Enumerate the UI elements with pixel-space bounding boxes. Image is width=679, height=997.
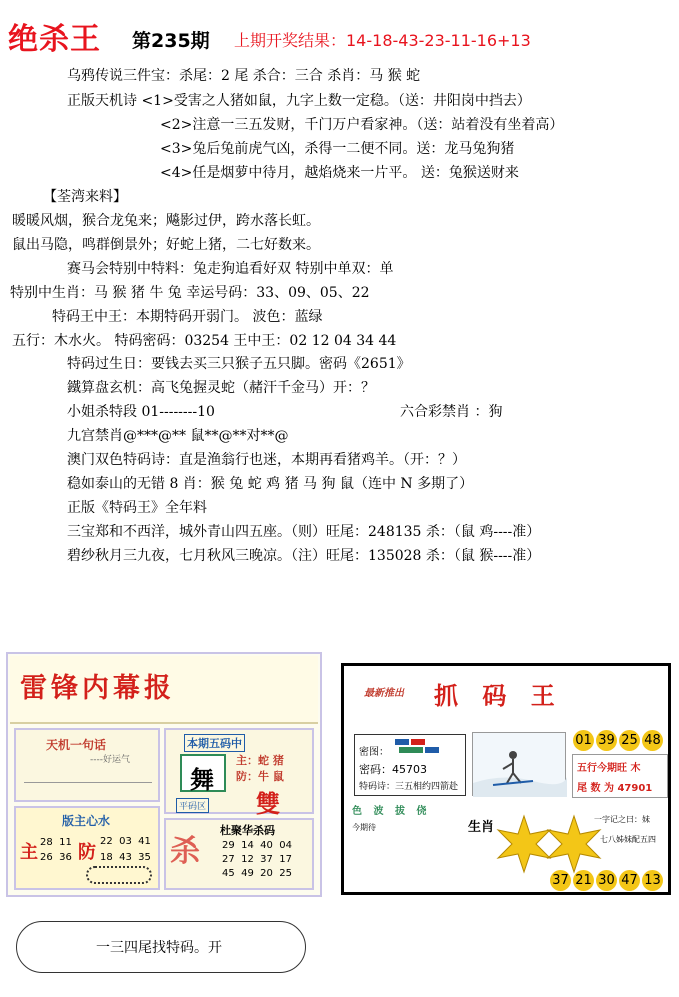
mima-graphic: [395, 739, 441, 759]
weishu-text: 尾 数 为 47901: [577, 783, 653, 794]
line-16: 六合彩禁肖 ：狗: [400, 404, 503, 420]
wuxing-text: 五行今期旺 木: [577, 763, 641, 774]
seba-text: 七八姊妹配五四: [600, 835, 656, 844]
zhuamawang-panel: [341, 663, 671, 895]
ping-label: 平码区: [176, 798, 209, 813]
line-17: 九宫禁肖@***@** 鼠**@**对**@: [67, 428, 289, 444]
dujuhua-box: [164, 818, 314, 890]
leifeng-panel: [6, 652, 322, 897]
zhuxin-box: [14, 806, 160, 890]
dotted-oval: [86, 866, 152, 884]
line-19: 稳如泰山的无错 8 肖：猴 兔 蛇 鸡 猪 马 狗 鼠（连中 N 多期了）: [67, 476, 474, 492]
line-14: 鐵算盘玄机：高飞兔握灵蛇（赭汗千金马）开：？: [67, 380, 375, 396]
tema-shi: 特码诗：三五相约四箭赴: [359, 782, 459, 792]
line-13: 特码过生日：要钱去买三只猴子五只脚。密码《2651》: [67, 356, 411, 372]
shengxiao-label: 生肖: [468, 820, 495, 835]
line-18: 澳门双色特码诗：直是渔翁行也迷，本期再看猪鸡羊。（开：？）: [67, 452, 466, 468]
line-4: <3>兔后兔前虎气凶，杀得一二便不同。送：龙马兔狗猪: [160, 141, 515, 157]
tianji-label: 天机一句话: [46, 738, 107, 752]
wuma-label: 本期五码中: [184, 734, 245, 752]
line-20: 正版《特码王》全年料: [67, 500, 207, 516]
line-11: 特码王中王：本期特码开弱门。 波色：蓝绿: [52, 309, 323, 325]
color-row: 色 波 拔 侥: [352, 806, 431, 817]
top-num-1: 01: [573, 730, 594, 751]
mima-label: 密图：: [359, 747, 389, 758]
latest-label: 最新推出: [364, 688, 404, 699]
leifeng-title: 雷锋内幕报: [20, 673, 175, 704]
line-10: 特别中生肖：马 猴 猪 牛 兔 幸运号码：33、09、05、22: [10, 285, 370, 301]
jinqi-label: 今期待: [352, 823, 376, 832]
cloud-text: 一三四尾找特码。开: [96, 940, 222, 956]
shuang-char: 雙: [256, 789, 280, 818]
fang-animals: 防：牛 鼠: [236, 770, 284, 783]
line-7: 暖暖风烟，猴合龙兔来；飚影过伊，跨水落长虹。: [12, 213, 320, 229]
bottom-num-4: 47: [619, 870, 640, 891]
line-5: <4>任是烟萝中待月，越焰烧来一片平。 送：兔猴送财来: [160, 165, 519, 181]
top-num-4: 48: [642, 730, 663, 751]
big-char: 舞: [190, 765, 214, 794]
zhuamawang-title: 抓 码 王: [434, 681, 563, 710]
mima-code: 密码：45703: [359, 763, 427, 776]
wuma-box: [164, 728, 314, 818]
du-row-2: 27 12 37 17: [222, 854, 292, 865]
line-21: 三宝郑和不西洋，城外青山四五座。（则）旺尾：248135 杀：（鼠 鸡----准）: [67, 524, 541, 540]
bottom-num-5: 13: [642, 870, 663, 891]
zhu-char: 主: [20, 842, 38, 863]
skier-icon: [473, 733, 567, 797]
wuxing-box: [572, 754, 668, 798]
issue-number: 第235期: [132, 30, 210, 52]
top-num-3: 25: [619, 730, 640, 751]
line-9: 赛马会特别中特料：兔走狗追看好双 特别中单双：单: [67, 261, 394, 277]
bottom-num-1: 37: [550, 870, 571, 891]
line-22: 碧纱秋月三九夜，七月秋风三晚凉。（注）旺尾：135028 杀：（鼠 猴----准）: [67, 548, 541, 564]
sha-char: 杀: [170, 834, 200, 869]
du-row-3: 45 49 20 25: [222, 868, 292, 879]
line-8: 鼠出马隐，鸣群倒景外；好蛇上猪，二七好数来。: [12, 237, 320, 253]
line-2: 正版天机诗 <1>受害之人猪如鼠，九字上数一定稳。（送：井阳岗中挡去）: [67, 93, 531, 109]
line-1: 乌鸦传说三件宝：杀尾：2 尾 杀合：三合 杀肖：马 猴 蛇: [67, 68, 421, 84]
line-6: 【荃湾来料】: [43, 189, 127, 205]
big-char-box: [180, 754, 226, 792]
mima-box: [354, 734, 466, 796]
yizi-text: 一字记之曰：妹: [594, 815, 650, 824]
zhuxin-label: 版主心水: [62, 814, 111, 828]
line-12: 五行：木水火。 特码密码：03254 王中王：02 12 04 34 44: [12, 333, 397, 349]
bottom-num-2: 21: [573, 870, 594, 891]
zhu-animals: 主：蛇 猪: [236, 754, 284, 767]
tianji-sub: ----好运气: [90, 755, 130, 765]
leifeng-header: [10, 656, 318, 724]
snow-scene: [472, 732, 566, 796]
brand-title: 绝杀王: [8, 22, 101, 57]
bottom-num-3: 30: [596, 870, 617, 891]
zhu-nums-2: 26 36: [40, 852, 72, 863]
top-num-2: 39: [596, 730, 617, 751]
zhu-nums-1: 28 11: [40, 837, 72, 848]
line-3: <2>注意一三五发财，千门万户看家神。（送：站着没有坐着高）: [160, 117, 564, 133]
tianji-divider: [24, 782, 152, 783]
vertical-poem: [352, 836, 452, 884]
fang-char: 防: [78, 842, 96, 863]
fang-nums-1: 22 03 41: [100, 836, 151, 847]
fang-nums-2: 18 43 35: [100, 852, 151, 863]
dujuhua-label: 杜聚华杀码: [220, 824, 275, 837]
last-result: 上期开奖结果：14-18-43-23-11-16+13: [234, 31, 531, 50]
header: [8, 14, 668, 57]
du-row-1: 29 14 40 04: [222, 840, 292, 851]
line-15: 小姐杀特段 01--------10: [67, 404, 215, 420]
tianji-box: [14, 728, 160, 802]
